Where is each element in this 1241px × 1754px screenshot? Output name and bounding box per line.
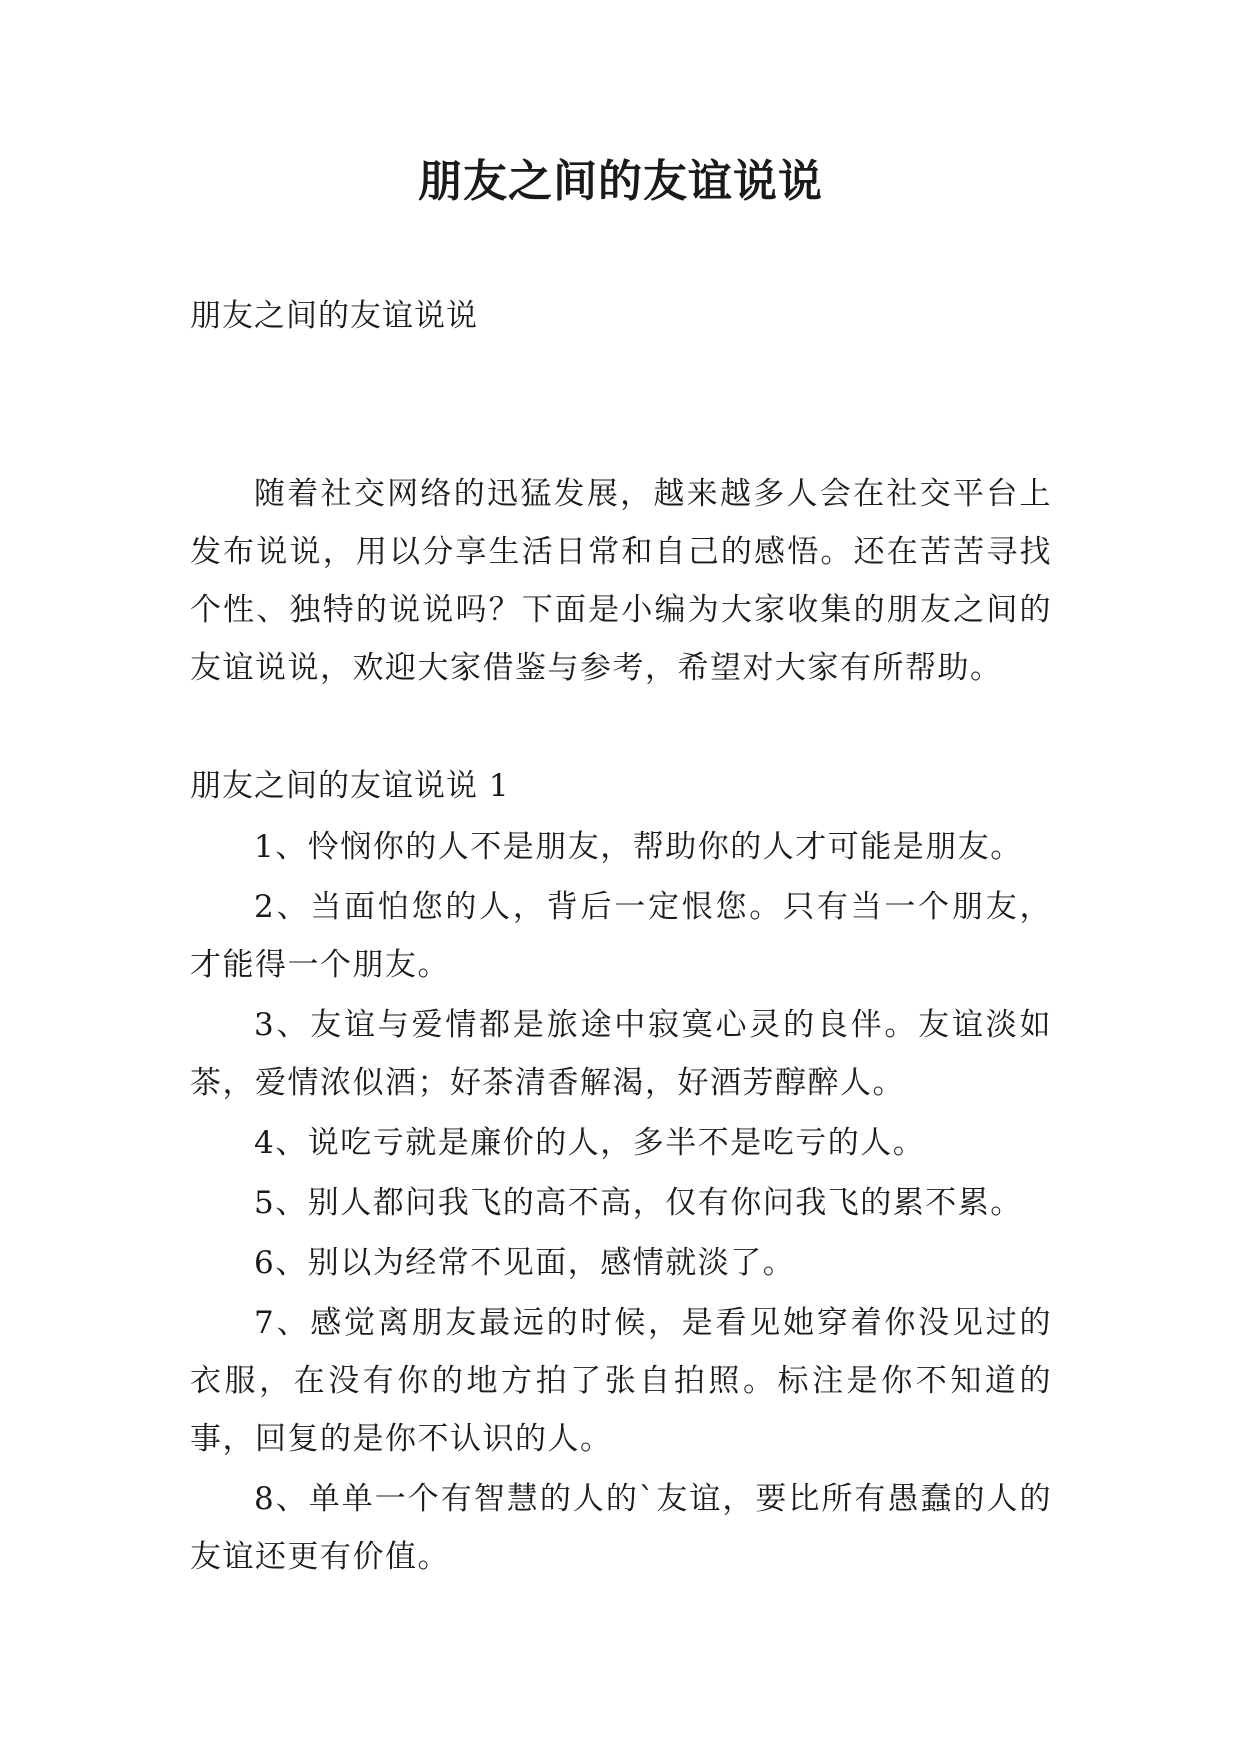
quote-item-3: 3、友谊与爱情都是旅途中寂寞心灵的良伴。友谊淡如茶，爱情浓似酒；好茶清香解渴，好酒芳醇醉人。 [190,1007,1052,1101]
quote-item-1: 1、怜悯你的人不是朋友，帮助你的人才可能是朋友。 [254,829,1023,865]
quote-item-5: 5、别人都问我飞的高不高，仅有你问我飞的累不累。 [254,1185,1023,1221]
document-title: 朋友之间的友谊说说 [418,156,823,207]
quote-item-2: 2、当面怕您的人，背后一定恨您。只有当一个朋友，才能得一个朋友。 [190,889,1052,983]
quote-item-6: 6、别以为经常不见面，感情就淡了。 [254,1245,796,1281]
quote-item-8: 8、单单一个有智慧的人的`友谊，要比所有愚蠢的人的友谊还更有价值。 [190,1481,1052,1575]
quote-item-4: 4、说吃亏就是廉价的人，多半不是吃亏的人。 [254,1125,926,1161]
document-subtitle: 朋友之间的友谊说说 [190,298,478,334]
quote-item-7: 7、感觉离朋友最远的时候，是看见她穿着你没见过的衣服，在没有你的地方拍了张自拍照。标注是你不知道的事，回复的是你不认识的人。 [190,1305,1052,1457]
intro-paragraph: 随着社交网络的迅猛发展，越来越多人会在社交平台上发布说说，用以分享生活日常和自己的感悟。还在苦苦寻找个性、独特的说说吗？下面是小编为大家收集的朋友之间的友谊说说，欢迎大家借鉴与参考，希望对大家有所帮助。 [190,476,1052,686]
quote-list [190,818,1052,1588]
section-heading: 朋友之间的友谊说说 1 [190,768,510,804]
